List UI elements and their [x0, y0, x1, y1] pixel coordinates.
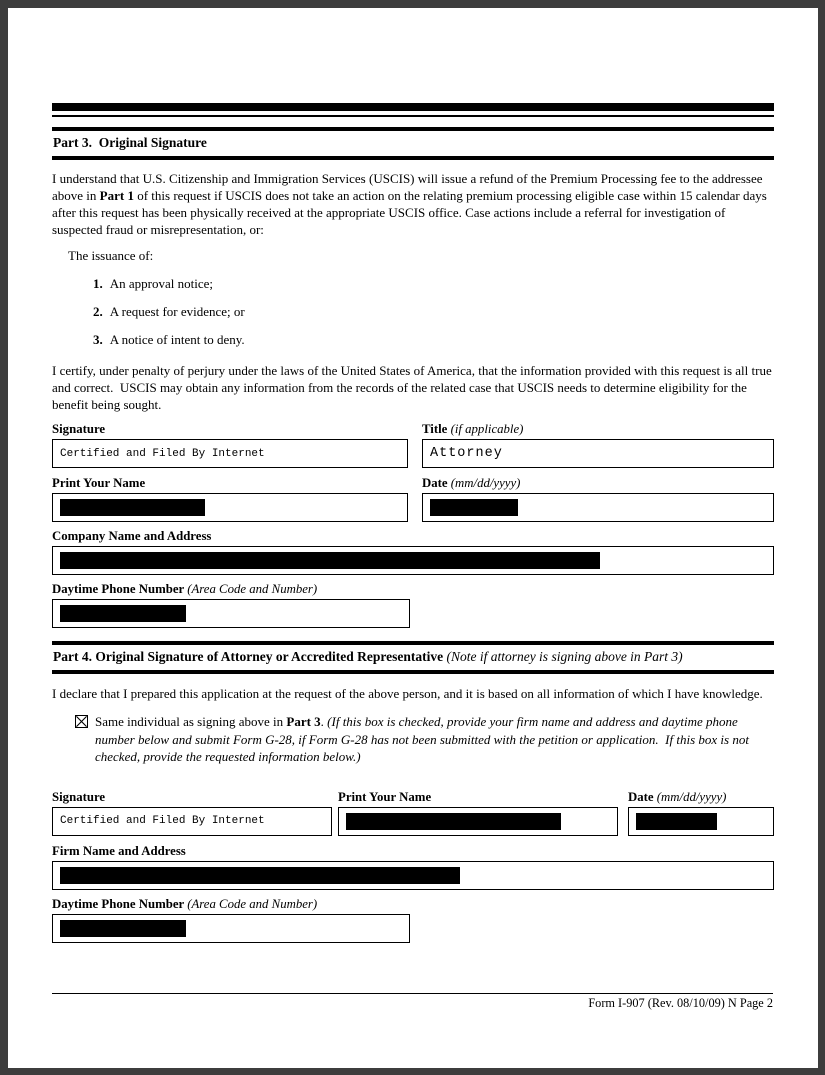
- part3-signature-title-row: [52, 422, 774, 468]
- part4-firm-field[interactable]: [52, 861, 774, 890]
- issuance-item-3: [93, 331, 774, 348]
- part3-title-label-text: Title: [422, 422, 451, 436]
- part4-phone-field[interactable]: [52, 914, 410, 943]
- part3-phone-field[interactable]: [52, 599, 410, 628]
- part3-name-date-row: [52, 476, 774, 522]
- part4-header: [52, 641, 774, 674]
- part3-intro-bold: Part 1: [99, 188, 134, 203]
- part3-phone-label-italic: (Area Code and Number): [187, 582, 318, 596]
- issuance-item-3-number: 3.: [93, 332, 103, 347]
- document-page: [8, 8, 818, 1068]
- issuance-item-2-number: 2.: [93, 304, 103, 319]
- top-rule-thick: [52, 103, 774, 111]
- part3-header: [52, 127, 774, 160]
- part4-date-field[interactable]: [628, 807, 774, 836]
- part4-print-name-field[interactable]: [338, 807, 618, 836]
- part3-signature-field[interactable]: [52, 439, 408, 468]
- same-individual-row: [75, 713, 774, 766]
- part4-phone-label: [52, 897, 410, 911]
- part3-date-label-italic: (mm/dd/yyyy): [450, 476, 521, 490]
- part4-date-label-italic: (mm/dd/yyyy): [656, 789, 727, 804]
- checkbox-text-mid: .: [320, 714, 328, 729]
- issuance-item-1-number: 1.: [93, 276, 103, 291]
- certify-paragraph: I certify, under penalty of perjury under the laws of the United States of America, that the information provided with this request is all true and correct. USCIS may obtain any information from the records of the related case that USCIS needs to determine eligibility for the benefit being sought.: [52, 363, 775, 412]
- part3-date-label-text: Date: [422, 476, 451, 490]
- part4-signature-value: Certified and Filed By Internet: [60, 815, 265, 827]
- issuance-item-2: [93, 303, 774, 320]
- part3-intro-paragraph: [52, 170, 774, 238]
- page-footer: [52, 993, 773, 1011]
- checkbox-x-icon: [76, 716, 87, 727]
- part4-firm-label: Firm Name and Address: [52, 843, 186, 858]
- checkbox-text-pre: Same individual as signing above in: [95, 714, 287, 729]
- same-individual-text: [95, 713, 762, 766]
- part3-phone-group: [52, 582, 410, 628]
- part4-title-italic: (Note if attorney is signing above in Part 3): [446, 649, 683, 664]
- part3-signature-label: Signature: [52, 422, 106, 436]
- part4-phone-label-italic: (Area Code and Number): [187, 896, 318, 911]
- part3-company-group: [52, 529, 774, 575]
- part4-signature-field[interactable]: [52, 807, 332, 836]
- part3-date-label: [422, 476, 774, 490]
- part3-title-label-italic: (if applicable): [450, 422, 524, 436]
- checkbox-text-bold: Part 3: [286, 714, 321, 729]
- issuance-label: The issuance of:: [68, 248, 154, 263]
- footer-text: Form I-907 (Rev. 08/10/09) N Page 2: [588, 996, 773, 1010]
- redaction-bar: [60, 499, 205, 516]
- same-individual-checkbox[interactable]: [75, 715, 88, 728]
- redaction-bar: [636, 813, 717, 830]
- part4-print-name-label: Print Your Name: [338, 789, 432, 804]
- part3-phone-label: [52, 582, 410, 596]
- part3-intro-post: of this request if USCIS does not take an action on the relating premium processing eligible case within 15 calendar days after this request has been physically received at the appropriate USCIS office. Case actions include a referral for investigation of suspected fraud or misrepresentation, or:: [52, 188, 771, 237]
- part3-title-field[interactable]: [422, 439, 774, 468]
- issuance-item-1-text: An approval notice;: [109, 276, 213, 291]
- redaction-bar: [60, 605, 186, 622]
- checkbox-text-italic: (If this box is checked, provide your firm name and address and daytime phone number below and submit Form G-28, if Form G-28 has not been submitted with the petition or application. If this box is not checked, provide the requested information below.): [95, 714, 753, 764]
- part3-signature-value: Certified and Filed By Internet: [60, 447, 265, 460]
- part3-phone-label-text: Daytime Phone Number: [52, 582, 188, 596]
- part4-date-label-text: Date: [628, 789, 657, 804]
- top-rule-thin: [52, 115, 774, 117]
- part4-signature-row: [52, 790, 774, 836]
- issuance-item-2-text: A request for evidence; or: [109, 304, 245, 319]
- part3-title: Part 3. Original Signature: [53, 135, 207, 150]
- part3-intro-pre: I understand that U.S. Citizenship and Immigration Services (USCIS) will issue a refund of the Premium Processing fee to the addressee above in: [52, 171, 766, 203]
- part4-firm-group: [52, 844, 774, 890]
- redaction-bar: [60, 867, 460, 884]
- redaction-bar: [346, 813, 561, 830]
- part4-phone-group: [52, 897, 410, 943]
- redaction-bar: [60, 552, 600, 569]
- part3-print-name-field[interactable]: [52, 493, 408, 522]
- part3-company-field[interactable]: [52, 546, 774, 575]
- part3-title-value: Attorney: [430, 446, 503, 461]
- issuance-item-1: [93, 275, 774, 292]
- part4-signature-label: Signature: [52, 789, 106, 804]
- part3-company-label: Company Name and Address: [52, 529, 212, 543]
- part4-title: Part 4. Original Signature of Attorney or Accredited Representative: [53, 649, 447, 664]
- part4-date-label: [628, 790, 774, 804]
- part4-declaration: I declare that I prepared this application at the request of the above person, and it is based on all information of which I have knowledge.: [52, 686, 763, 701]
- redaction-bar: [430, 499, 518, 516]
- part3-print-name-label: Print Your Name: [52, 476, 146, 490]
- part3-title-label: [422, 422, 774, 436]
- part4-phone-label-text: Daytime Phone Number: [52, 896, 188, 911]
- redaction-bar: [60, 920, 186, 937]
- issuance-item-3-text: A notice of intent to deny.: [109, 332, 245, 347]
- part3-date-field[interactable]: [422, 493, 774, 522]
